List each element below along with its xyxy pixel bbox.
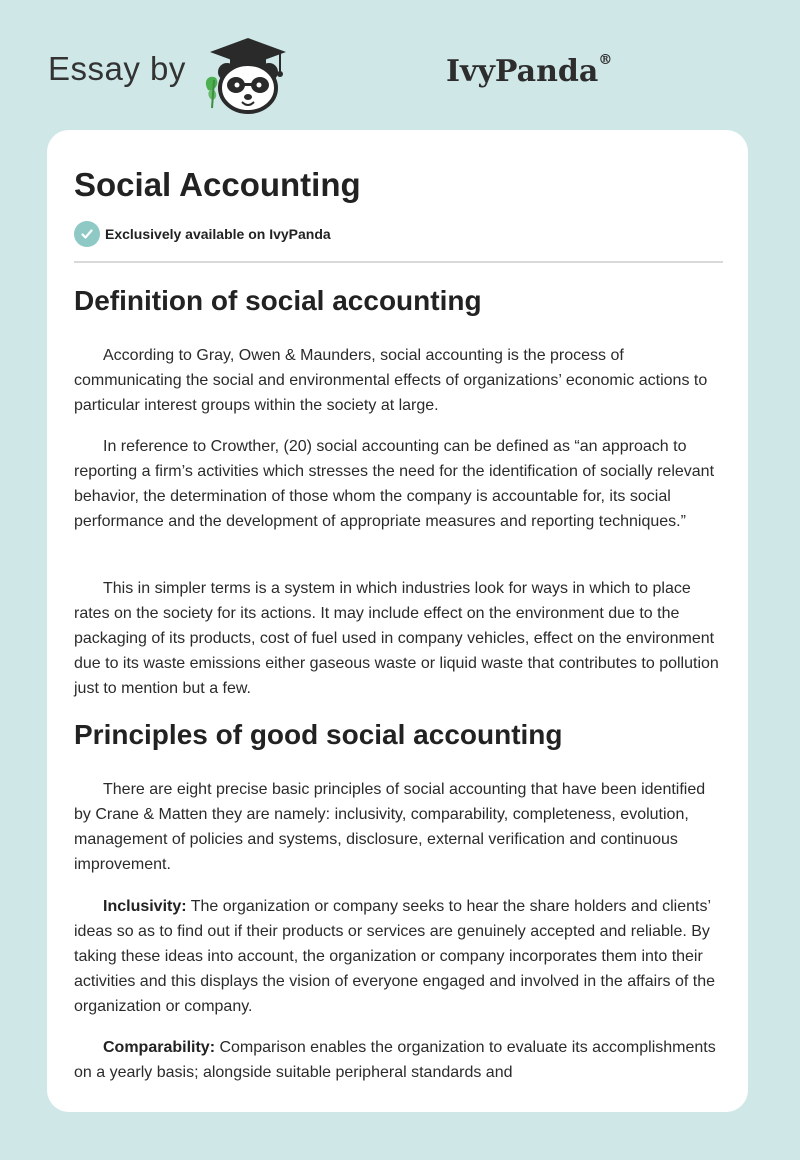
title-divider [74,261,723,263]
badge-text: Exclusively available on IvyPanda [105,226,331,242]
paragraph: There are eight precise basic principles of social accounting that have been identified by Crane & Matten they are namely: inclusivity, comparability, completeness, evolution, management of policies and systems, disclosure, external verification and continuous improvement. [74,781,706,873]
principle-text: The organization or company seeks to hear the share holders and clients’ ideas so as to find out if their products or services are genuinely accepted and reliable. By taking these ideas into account, the organization or company incorporates them into their activities and this displays the vision of everyone engaged and involved in the affairs of the organization or company. [74,898,715,1015]
principle-term: Comparability: [103,1039,216,1056]
essay-by-label: Essay by [48,50,186,87]
exclusive-badge [74,220,331,248]
section-heading-definition: Definition of social accounting [74,285,482,316]
page-title: Social Accounting [74,166,361,203]
section-heading-principles: Principles of good social accounting [74,719,563,750]
paragraph: This in simpler terms is a system in which industries look for ways in which to place rates on the society for its actions. It may include effect on the environment due to the packaging of its products, cost of fuel used in company vehicles, effect on the environment due to its waste emissions either gaseous waste or liquid waste that contributes to pollution just to mention but a few. [74,580,719,697]
essay-card [47,130,748,1112]
paragraph: In reference to Crowther, (20) social accounting can be defined as “an approach to reporting a firm’s activities which stresses the need for the identification of socially relevant behavior, the determination of those whom the company is accountable for, its social performance and the development of appropriate measures and reporting techniques.” [74,438,715,530]
check-circle-icon [74,221,100,247]
principle-text: Comparison enables the organization to evaluate its accomplishments on a yearly basis; alongside suitable peripheral standards and [74,1039,716,1081]
ivypanda-logo[interactable] [200,30,613,120]
brand-name: IvyPanda® [446,52,613,89]
principle-term: Inclusivity: [103,898,187,915]
panda-graduate-icon [200,30,296,120]
site-header [48,30,748,120]
principle-comparability [74,1035,723,1085]
principle-inclusivity [74,894,723,1019]
paragraph: According to Gray, Owen & Maunders, social accounting is the process of communicating the social and environmental effects of organizations’ economic actions to particular interest groups within the society at large. [74,347,708,414]
